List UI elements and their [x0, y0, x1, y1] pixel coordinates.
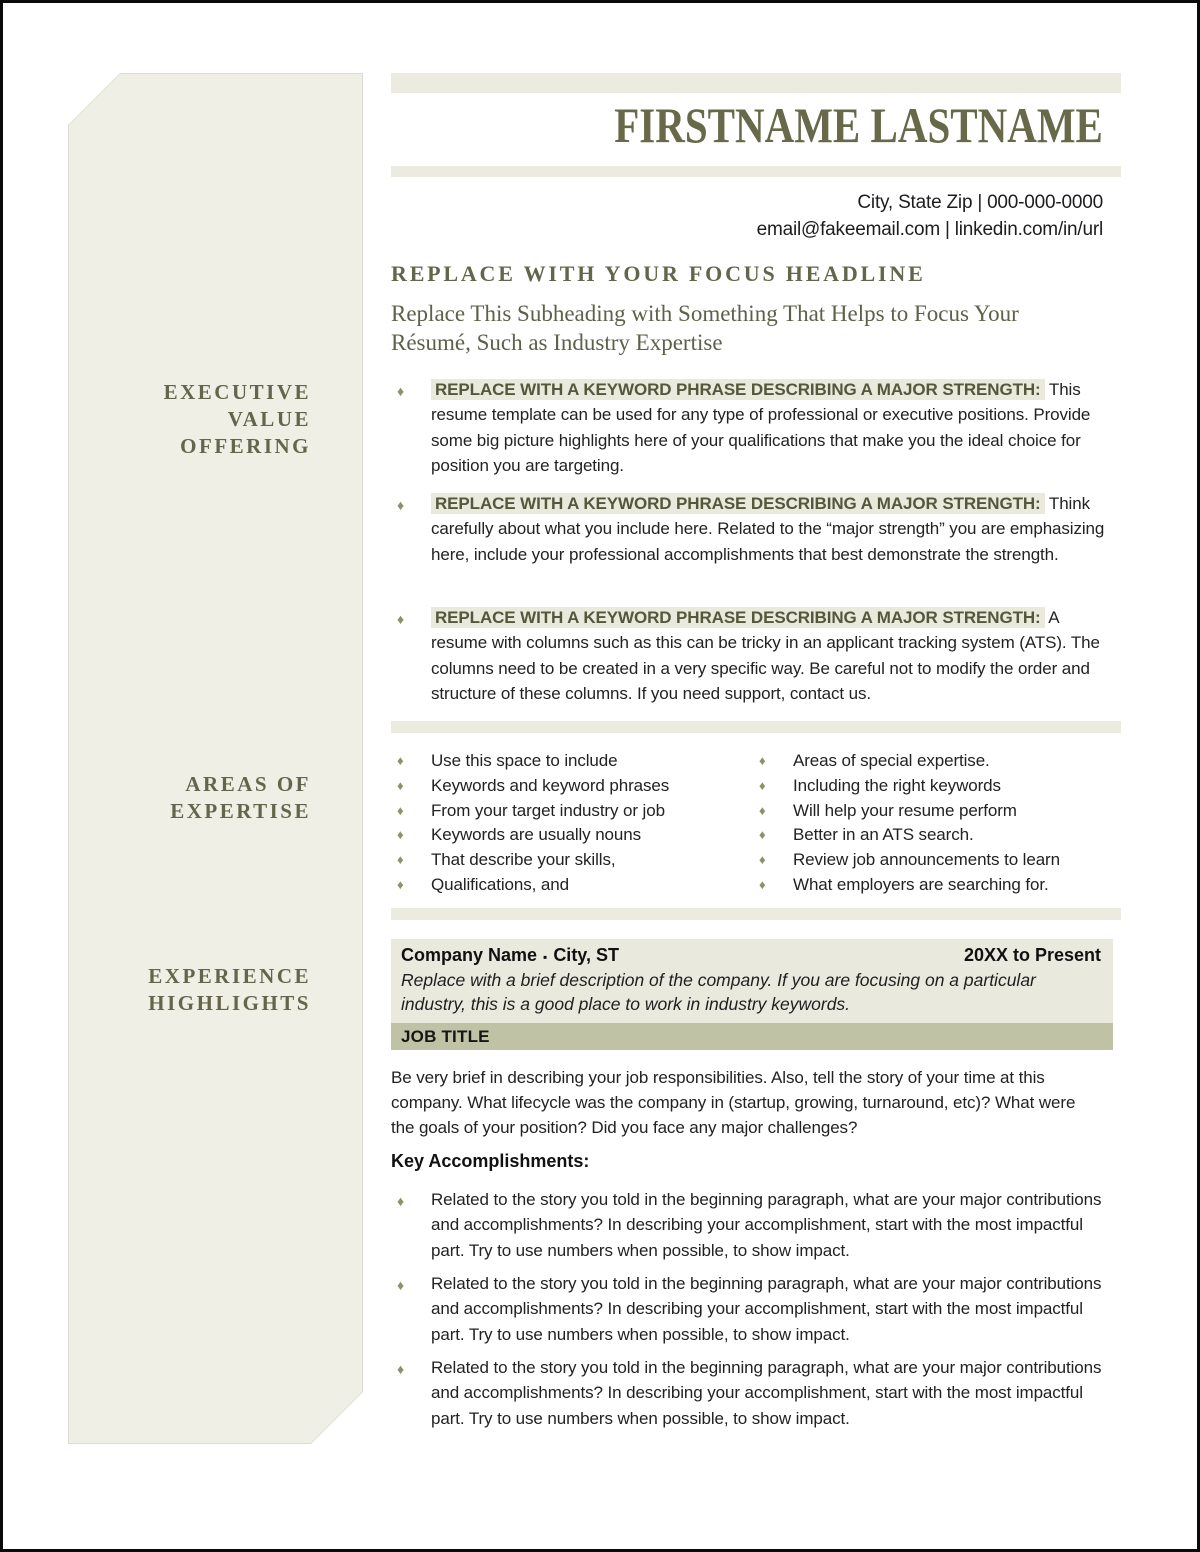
expertise-item: [753, 823, 1105, 848]
company-name: Company Name: [401, 945, 538, 965]
company-name-location: [401, 945, 619, 966]
candidate-name: FIRSTNAME LASTNAME: [614, 97, 1103, 153]
diamond-bullet-icon: ♦: [397, 497, 405, 513]
sidebar-panel: [68, 73, 363, 1444]
accomplishment-text: Related to the story you told in the beginning paragraph, what are your major contributions and accomplishments? In describing your accomplishment, start with the most impactful part. Try to use numbers when possible, to show impact.: [431, 1274, 1102, 1344]
diamond-bullet-icon: ♦: [759, 876, 766, 892]
sidebar-heading-areas-of-expertise: AREAS OF EXPERTISE: [170, 772, 311, 823]
company-header-block: [391, 939, 1113, 1025]
expertise-text: That describe your skills,: [431, 850, 616, 870]
expertise-text: What employers are searching for.: [793, 874, 1049, 894]
contact-separator-2: |: [944, 219, 950, 240]
accomplishment-item: [391, 1271, 1105, 1347]
expertise-column-left: [391, 749, 736, 898]
accomplishment-text: Related to the story you told in the beginning paragraph, what are your major contributions and accomplishments? In describing your accomplishment, start with the most impactful part. Try to use numbers when possible, to show impact.: [431, 1190, 1102, 1260]
accomplishment-item: [391, 1355, 1105, 1431]
keyword-phrase-highlight: REPLACE WITH A KEYWORD PHRASE DESCRIBING A MAJOR STRENGTH:: [431, 607, 1045, 628]
diamond-bullet-icon: ♦: [397, 852, 404, 868]
expertise-text: Qualifications, and: [431, 874, 569, 894]
square-separator-icon: ▪: [543, 950, 548, 964]
expertise-text: Use this space to include: [431, 751, 618, 770]
value-offering-text: A resume with columns such as this can be tricky in an applicant tracking system (ATS). The columns need to be created in a very specific way. Be careful not to modify the order and structure of these columns. If you need support, contact us.: [431, 608, 1100, 704]
expertise-text: Areas of special expertise.: [793, 751, 990, 770]
contact-location: City, State Zip: [857, 192, 973, 213]
sidebar-panel-fill: [69, 74, 362, 1443]
contact-block: [391, 189, 1103, 243]
focus-subheading: Replace This Subheading with Something That Helps to Focus Your Résumé, Such as Industry Expertise: [391, 301, 1019, 355]
expertise-item: [391, 823, 736, 848]
diamond-bullet-icon: ♦: [397, 611, 405, 627]
expertise-item: [753, 774, 1105, 799]
diamond-bullet-icon: ♦: [759, 802, 766, 818]
employment-dates: 20XX to Present: [963, 945, 1101, 965]
accomplishment-item: [391, 1187, 1105, 1263]
company-row: [401, 945, 1101, 966]
accomplishment-text: Related to the story you told in the beginning paragraph, what are your major contributions and accomplishments? In describing your accomplishment, start with the most impactful part. Try to use numbers when possible, to show impact.: [431, 1358, 1102, 1428]
company-description: Replace with a brief description of the company. If you are focusing on a particular industry, this is a good place to work in industry keywords.: [401, 970, 1036, 1014]
diamond-bullet-icon: ♦: [397, 802, 404, 818]
contact-line-2: [391, 216, 1103, 243]
job-title-bar: JOB TITLE: [391, 1023, 1113, 1050]
contact-linkedin[interactable]: linkedin.com/in/url: [954, 219, 1103, 240]
expertise-text: Including the right keywords: [793, 775, 1001, 795]
diamond-bullet-icon: ♦: [397, 1361, 405, 1377]
value-offering-text: Think carefully about what you include here. Related to the “major strength” you are emphasizing here, include your professional accomplishments that best demonstrate the strength.: [431, 494, 1105, 564]
expertise-text: From your target industry or job: [431, 800, 665, 820]
diamond-bullet-icon: ♦: [759, 852, 766, 868]
page-title: [291, 97, 1103, 153]
contact-line-1: [391, 189, 1103, 216]
expertise-item: [391, 749, 736, 774]
diamond-bullet-icon: ♦: [397, 753, 404, 768]
expertise-item: [391, 774, 736, 799]
expertise-item: [753, 848, 1105, 873]
value-offering-item: [391, 377, 1105, 479]
section-divider-rule: [391, 908, 1121, 920]
keyword-phrase-highlight: REPLACE WITH A KEYWORD PHRASE DESCRIBING A MAJOR STRENGTH:: [431, 493, 1045, 514]
expertise-text: Keywords are usually nouns: [431, 825, 642, 845]
expertise-item: [753, 799, 1105, 824]
keyword-phrase-highlight: REPLACE WITH A KEYWORD PHRASE DESCRIBING A MAJOR STRENGTH:: [431, 379, 1045, 400]
expertise-item: [391, 873, 736, 898]
diamond-bullet-icon: ♦: [397, 876, 404, 892]
value-offering-text: This resume template can be used for any type of professional or executive positions. Provide some big picture highlights here of your qualifications that make you the ideal choice for position you are targeting.: [431, 380, 1091, 476]
key-accomplishments-label: Key Accomplishments:: [391, 1151, 590, 1171]
contact-email[interactable]: email@fakeemail.com: [756, 219, 940, 240]
diamond-bullet-icon: ♦: [397, 827, 404, 843]
expertise-text: Review job announcements to learn: [793, 850, 1060, 870]
contact-separator: |: [977, 192, 983, 213]
value-offering-item: [391, 605, 1105, 707]
value-offering-item: [391, 491, 1105, 567]
focus-headline: REPLACE WITH YOUR FOCUS HEADLINE: [391, 261, 926, 286]
expertise-text: Keywords and keyword phrases: [431, 775, 670, 795]
contact-phone: 000-000-0000: [987, 192, 1103, 213]
section-divider-rule: [391, 721, 1121, 733]
expertise-text: Better in an ATS search.: [793, 825, 974, 845]
header-rule-top: [391, 73, 1121, 93]
expertise-column-right: [753, 749, 1105, 898]
diamond-bullet-icon: ♦: [759, 777, 766, 793]
expertise-item: [391, 848, 736, 873]
sidebar-heading-executive-value-offering: EXECUTIVE VALUE OFFERING: [163, 380, 311, 458]
diamond-bullet-icon: ♦: [397, 1193, 405, 1209]
job-summary: Be very brief in describing your job responsibilities. Also, tell the story of your time at this company. What lifecycle was the company in (startup, growing, turnaround, etc)? What were the goals of your position? Did you face any major challenges?: [391, 1068, 1076, 1137]
diamond-bullet-icon: ♦: [759, 827, 766, 843]
sidebar-heading-experience-highlights: EXPERIENCE HIGHLIGHTS: [148, 964, 311, 1015]
expertise-item: [391, 799, 736, 824]
diamond-bullet-icon: ♦: [397, 777, 404, 793]
diamond-bullet-icon: ♦: [397, 1277, 405, 1293]
header-rule-bottom: [391, 166, 1121, 177]
expertise-item: [753, 749, 1105, 774]
expertise-item: [753, 873, 1105, 898]
diamond-bullet-icon: ♦: [397, 383, 405, 399]
diamond-bullet-icon: ♦: [759, 753, 766, 768]
company-location: City, ST: [553, 945, 619, 965]
expertise-text: Will help your resume perform: [793, 800, 1017, 820]
